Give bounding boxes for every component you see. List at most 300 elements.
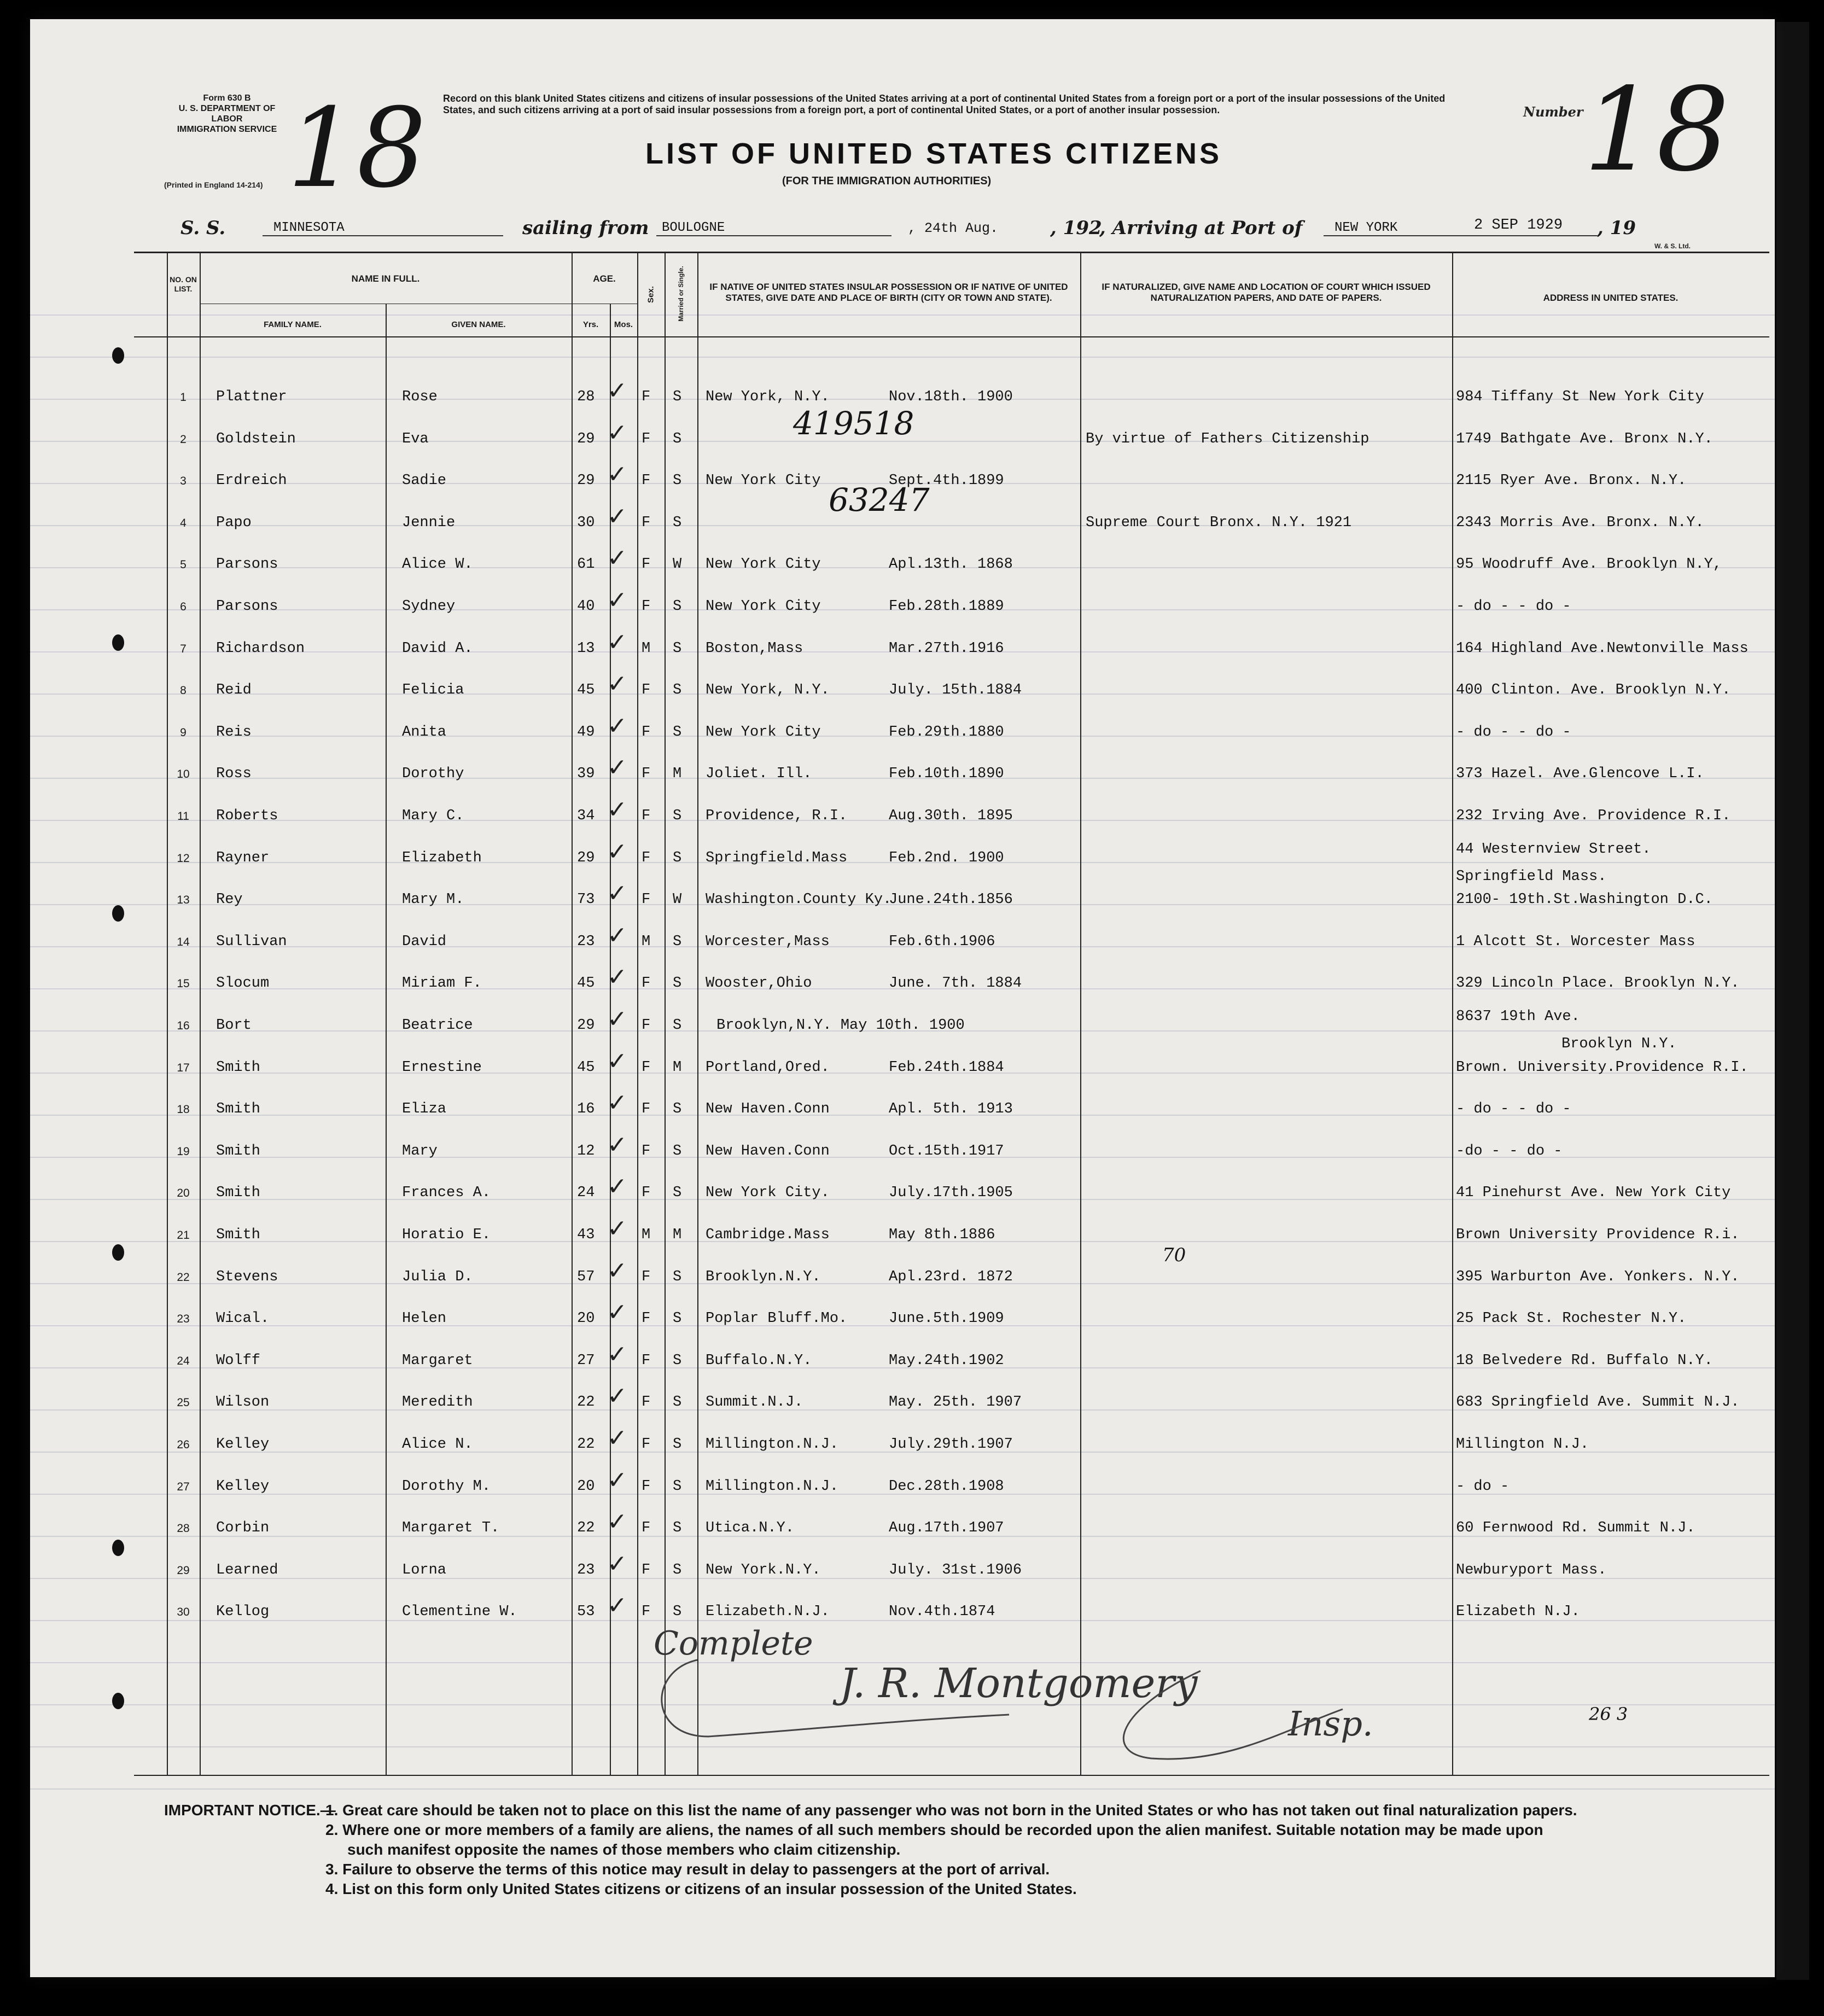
birth-place: Providence, R.I. [706,808,848,824]
given-name: Meredith [402,1394,473,1411]
given-name: Mary M. [402,892,464,908]
birth-place: Worcester,Mass [706,934,830,950]
birth-date: Nov.18th. 1900 [889,389,1013,405]
given-name: Julia D. [402,1269,473,1285]
family-name: Rey [216,892,243,908]
birth-date: May 8th.1886 [889,1227,995,1243]
marital-status: S [673,473,682,489]
check-mark-icon: ✓ [607,419,627,446]
family-name: Parsons [216,556,278,573]
birth-place: New Haven.Conn [706,1101,830,1117]
sex: F [642,515,651,531]
marital-status: S [673,1143,682,1160]
row-number: 29 [177,1564,190,1577]
address: 329 Lincoln Place. Brooklyn N.Y. [1456,975,1740,992]
address: Brown. University.Providence R.I. [1456,1059,1749,1076]
manifest-page [30,19,1775,1977]
check-mark-icon: ✓ [607,1132,627,1158]
notice-1: 1. Great care should be taken not to place on this list the name of any passenger who was not born in the United States or who has not taken out final naturalization papers. [325,1802,1577,1819]
family-name: Wolff [216,1353,261,1369]
age-years: 29 [577,1017,595,1034]
birth-date: June.24th.1856 [889,892,1013,908]
age-years: 24 [577,1185,595,1201]
birth-date: Feb.6th.1906 [889,934,995,950]
given-name: Beatrice [402,1017,473,1034]
given-name: Margaret T. [402,1520,500,1536]
row-number: 19 [177,1145,190,1158]
sex: F [642,1353,651,1369]
instruction-text: Record on this blank United States citizens and citizens of insular possessions of the United States arriving at a port of continental United States from a foreign port or a port of the insular possessions of the United States, and such citizens arriving at a port of said insular possessions from a foreign port, a port of continental United States, or a port of another insular possession. [443,93,1446,115]
birth-date: May.24th.1902 [889,1353,1004,1369]
marital-status: S [673,515,682,531]
birth-date: Oct.15th.1917 [889,1143,1004,1160]
marital-status: S [673,1269,682,1285]
row-number: 5 [180,558,187,571]
family-name: Smith [216,1227,261,1243]
age-years: 28 [577,389,595,405]
notice-2: 2. Where one or more members of a family are aliens, the names of all such members should be recorded upon the alien manifest. Suitable notation may be made upon [325,1821,1543,1838]
col-header-birth: IF NATIVE OF UNITED STATES INSULAR POSSESSION OR IF NATIVE OF UNITED STATES, GIVE DATE AND PLACE OF BIRTH (CITY OR TOWN AND STATE). [709,282,1068,303]
sex: F [642,1604,651,1620]
punch-hole [112,1540,124,1556]
address: 683 Springfield Ave. Summit N.J. [1456,1394,1740,1411]
marital-status: S [673,1562,682,1578]
address: 41 Pinehurst Ave. New York City [1456,1185,1731,1201]
given-name: Mary C. [402,808,464,824]
birth-date: Mar.27th.1916 [889,640,1004,657]
birth-date: July.29th.1907 [889,1436,1013,1453]
sex: F [642,682,651,698]
sex: F [642,556,651,573]
birth-date: Aug.17th.1907 [889,1520,1004,1536]
age-years: 49 [577,724,595,741]
birth-place: Washington.County Ky. [706,892,892,908]
marital-status: S [673,389,682,405]
birth-date: Feb.10th.1890 [889,766,1004,782]
row-number: 2 [180,433,187,446]
row-number: 23 [177,1313,190,1325]
page-subtitle: (FOR THE IMMIGRATION AUTHORITIES) [782,175,992,187]
given-name: Eliza [402,1101,447,1117]
punch-hole [112,634,124,651]
address: 373 Hazel. Ave.Glencove L.I. [1456,766,1704,782]
sex: F [642,850,651,866]
birth-date: Feb.28th.1889 [889,598,1004,615]
row-number: 13 [177,894,190,906]
address: 95 Woodruff Ave. Brooklyn N.Y, [1456,556,1722,573]
col-header-family: FAMILY NAME. [264,320,322,329]
given-name: David A. [402,640,473,657]
row-number: 17 [177,1062,190,1074]
address: 984 Tiffany St New York City [1456,389,1704,405]
given-name: Jennie [402,515,456,531]
birth-place: Brooklyn,N.Y. May 10th. 1900 [716,1017,965,1034]
address: Millington N.J. [1456,1436,1589,1453]
handwritten-number-right: 18 [1583,63,1730,197]
col-header-naturalization: IF NATURALIZED, GIVE NAME AND LOCATION OF COURT WHICH ISSUED NATURALIZATION PAPERS, AND DATE OF PAPERS. [1102,282,1431,303]
row-number: 18 [177,1103,190,1116]
sex: F [642,1310,651,1327]
age-years: 73 [577,892,595,908]
family-name: Erdreich [216,473,287,489]
birth-place: Millington.N.J. [706,1436,839,1453]
check-mark-icon: ✓ [607,1257,627,1284]
row-number: 14 [177,936,190,948]
age-years: 43 [577,1227,595,1243]
age-years: 45 [577,682,595,698]
family-name: Smith [216,1185,261,1201]
marital-status: S [673,431,682,447]
col-header-no: NO. ON LIST. [170,275,197,293]
row-number: 20 [177,1187,190,1199]
sex: F [642,1101,651,1117]
address: 164 Highland Ave.Newtonville Mass [1456,640,1749,657]
birth-place: Boston,Mass [706,640,803,657]
family-name: Ross [216,766,252,782]
check-mark-icon: ✓ [607,1215,627,1242]
row-number: 21 [177,1229,190,1242]
naturalization: By virtue of Fathers Citizenship [1086,431,1370,447]
punch-hole [112,905,124,922]
age-years: 27 [577,1353,595,1369]
row-number: 1 [180,391,187,404]
birth-place: New York, N.Y. [706,682,830,698]
sex: F [642,724,651,741]
birth-place: Elizabeth.N.J. [706,1604,830,1620]
page-title: LIST OF UNITED STATES CITIZENS [645,137,1222,170]
family-name: Smith [216,1101,261,1117]
marital-status: S [673,808,682,824]
handwritten-complete: Complete [654,1624,813,1663]
col-header-sex: Sex. [646,286,656,303]
birth-date: July. 31st.1906 [889,1562,1022,1578]
birth-place: Wooster,Ohio [706,975,812,992]
age-years: 12 [577,1143,595,1160]
check-mark-icon: ✓ [607,545,627,572]
sex: M [642,1227,651,1243]
sex: F [642,1059,651,1076]
age-years: 34 [577,808,595,824]
sex: F [642,598,651,615]
check-mark-icon: ✓ [607,754,627,781]
notice-4: 4. List on this form only United States citizens or citizens of an insular possession of the United States. [325,1880,1077,1897]
marital-status: S [673,682,682,698]
inspector-signature: J. R. Montgomery [840,1660,1198,1707]
sex: F [642,1562,651,1578]
check-mark-icon: ✓ [607,629,627,656]
age-years: 30 [577,515,595,531]
age-years: 23 [577,1562,595,1578]
birth-place: Brooklyn.N.Y. [706,1269,821,1285]
check-mark-icon: ✓ [607,922,627,949]
family-name: Richardson [216,640,305,657]
given-name: Helen [402,1310,447,1327]
family-name: Smith [216,1143,261,1160]
sex: F [642,1269,651,1285]
marital-status: M [673,766,682,782]
sex: F [642,473,651,489]
marital-status: W [673,556,682,573]
given-name: Horatio E. [402,1227,491,1243]
given-name: Felicia [402,682,464,698]
notice-3: 3. Failure to observe the terms of this notice may result in delay to passengers at the port of arrival. [325,1861,1050,1878]
punch-hole [112,1244,124,1261]
check-mark-icon: ✓ [607,1341,627,1368]
punch-hole [112,1693,124,1709]
family-name: Plattner [216,389,287,405]
family-name: Slocum [216,975,270,992]
family-name: Wical. [216,1310,270,1327]
age-years: 16 [577,1101,595,1117]
birth-date: July. 15th.1884 [889,682,1022,698]
handwritten-number-left: 18 [287,85,427,212]
given-name: Alice N. [402,1436,473,1453]
age-years: 29 [577,850,595,866]
sex: F [642,975,651,992]
row-number: 27 [177,1481,190,1493]
given-name: David [402,934,447,950]
birth-place: Poplar Bluff.Mo. [706,1310,848,1327]
row-number: 12 [177,852,190,865]
marital-status: S [673,850,682,866]
signature-flourish [626,1649,1501,1791]
handwritten-note-row22: 70 [1162,1244,1186,1266]
birth-date: Dec.28th.1908 [889,1478,1004,1495]
birth-place: New York City [706,598,821,615]
row-number: 6 [180,601,187,613]
form-number: Form 630 B U. S. DEPARTMENT OF LABOR IMMIGRATION SERVICE [177,94,277,134]
address: 18 Belvedere Rd. Buffalo N.Y. [1456,1353,1713,1369]
family-name: Reis [216,724,252,741]
marital-status: M [673,1059,682,1076]
given-name: Eva [402,431,429,447]
row-number: 25 [177,1396,190,1409]
sex: F [642,1185,651,1201]
age-years: 22 [577,1436,595,1453]
age-years: 29 [577,473,595,489]
given-name: Clementine W. [402,1604,517,1620]
col-header-age: AGE. [593,273,616,284]
address: 2343 Morris Ave. Bronx. N.Y. [1456,515,1704,531]
birth-date: June.5th.1909 [889,1310,1004,1327]
address: 60 Fernwood Rd. Summit N.J. [1456,1520,1695,1536]
notice-2b: such manifest opposite the names of those members who claim citizenship. [347,1841,901,1858]
col-header-given: GIVEN NAME. [451,320,506,329]
row-number: 7 [180,643,187,655]
birth-date: June. 7th. 1884 [889,975,1022,992]
family-name: Stevens [216,1269,278,1285]
birth-place: Buffalo.N.Y. [706,1353,812,1369]
given-name: Margaret [402,1353,473,1369]
family-name: Bort [216,1017,252,1034]
sex: F [642,766,651,782]
family-name: Papo [216,515,252,531]
row-number: 30 [177,1606,190,1618]
wsltd-mark: W. & S. Ltd. [1654,242,1691,250]
sex: F [642,1394,651,1411]
marital-status: S [673,975,682,992]
check-mark-icon: ✓ [607,377,627,404]
row-number: 8 [180,684,187,697]
check-mark-icon: ✓ [607,796,627,823]
check-mark-icon: ✓ [607,1089,627,1116]
check-mark-icon: ✓ [607,1467,627,1494]
address-line-2: Springfield Mass. [1456,869,1607,885]
family-name: Sullivan [216,934,287,950]
family-name: Reid [216,682,252,698]
address: 1 Alcott St. Worcester Mass [1456,934,1695,950]
birth-place: New York, N.Y. [706,389,830,405]
age-years: 29 [577,431,595,447]
check-mark-icon: ✓ [607,1006,627,1033]
birth-place: Joliet. Ill. [706,766,812,782]
col-header-name: NAME IN FULL. [351,273,420,284]
given-name: Dorothy [402,766,464,782]
age-years: 20 [577,1478,595,1495]
birth-date: May. 25th. 1907 [889,1394,1022,1411]
check-mark-icon: ✓ [607,671,627,697]
marital-status: W [673,892,682,908]
birth-date: Feb.2nd. 1900 [889,850,1004,866]
check-mark-icon: ✓ [607,1173,627,1200]
marital-status: S [673,1394,682,1411]
marital-status: S [673,1604,682,1620]
address: 8637 19th Ave. [1456,1009,1580,1025]
age-years: 40 [577,598,595,615]
marital-status: S [673,1353,682,1369]
birth-date: Nov.4th.1874 [889,1604,995,1620]
check-mark-icon: ✓ [607,1383,627,1409]
family-name: Roberts [216,808,278,824]
family-name: Smith [216,1059,261,1076]
given-name: Miriam F. [402,975,482,992]
sex: F [642,808,651,824]
birth-place: Utica.N.Y. [706,1520,795,1536]
given-name: Sadie [402,473,447,489]
col-header-yrs: Yrs. [582,320,599,329]
given-name: Sydney [402,598,456,615]
family-name: Wilson [216,1394,270,1411]
marital-status: S [673,1478,682,1495]
sex: F [642,389,651,405]
check-mark-icon: ✓ [607,838,627,865]
check-mark-icon: ✓ [607,964,627,990]
address: - do - [1456,1478,1510,1495]
given-name: Rose [402,389,438,405]
family-name: Rayner [216,850,270,866]
row-number: 11 [177,810,189,823]
address: -do - - do - [1456,1143,1563,1160]
punch-hole [112,347,124,364]
marital-status: S [673,1520,682,1536]
birth-date: July.17th.1905 [889,1185,1013,1201]
birth-date: Apl.23rd. 1872 [889,1269,1013,1285]
row-number: 4 [180,517,187,529]
number-label: Number [1523,104,1583,120]
birth-place: Cambridge.Mass [706,1227,830,1243]
notice-heading: IMPORTANT NOTICE.— [164,1802,336,1819]
birth-place: New York City. [706,1185,830,1201]
sex: M [642,640,651,657]
sex: F [642,1478,651,1495]
age-years: 45 [577,1059,595,1076]
col-header-married: Married or Single. [677,266,685,322]
birth-date: Apl. 5th. 1913 [889,1101,1013,1117]
voyage-line: S. S. MINNESOTA sailing from BOULOGNE , 24th Aug. , 192 , Arriving at Port of NEW YORK 2 SEP 1929 , 19 [180,217,1636,239]
family-name: Goldstein [216,431,296,447]
given-name: Ernestine [402,1059,482,1076]
age-years: 20 [577,1310,595,1327]
address: - do - - do - [1456,598,1571,615]
birth-place: New York City [706,724,821,741]
check-mark-icon: ✓ [607,1048,627,1075]
row-number: 10 [177,768,190,780]
given-name: Mary [402,1143,438,1160]
marital-status: M [673,1227,682,1243]
row-number: 9 [180,726,187,739]
col-header-address: ADDRESS IN UNITED STATES. [1543,293,1679,303]
family-name: Corbin [216,1520,270,1536]
page-count-note: 26 3 [1589,1704,1628,1724]
address: 1749 Bathgate Ave. Bronx N.Y. [1456,431,1713,447]
marital-status: S [673,1101,682,1117]
sex: F [642,1436,651,1453]
marital-status: S [673,1436,682,1453]
sex: F [642,1520,651,1536]
address: Newburyport Mass. [1456,1562,1607,1578]
marital-status: S [673,1185,682,1201]
row-number: 28 [177,1522,190,1535]
given-name: Lorna [402,1562,447,1578]
birth-date: Aug.30th. 1895 [889,808,1013,824]
address: Elizabeth N.J. [1456,1604,1580,1620]
marital-status: S [673,1310,682,1327]
row-number: 3 [180,475,187,487]
col-header-mos: Mos. [614,320,633,329]
sex: F [642,1143,651,1160]
marital-status: S [673,640,682,657]
address: 395 Warburton Ave. Yonkers. N.Y. [1456,1269,1740,1285]
birth-place: Millington.N.J. [706,1478,839,1495]
age-years: 13 [577,640,595,657]
check-mark-icon: ✓ [607,880,627,907]
birth-place: New York.N.Y. [706,1562,821,1578]
address: 2100- 19th.St.Washington D.C. [1456,892,1713,908]
address: 232 Irving Ave. Providence R.I. [1456,808,1731,824]
check-mark-icon: ✓ [607,503,627,530]
marital-status: S [673,1017,682,1034]
row-number: 16 [177,1019,190,1032]
birth-date: Sept.4th.1899 [889,473,1004,489]
family-name: Kelley [216,1478,270,1495]
row-number: 15 [177,977,190,990]
age-years: 23 [577,934,595,950]
birth-date: Feb.29th.1880 [889,724,1004,741]
given-name: Alice W. [402,556,473,573]
given-name: Anita [402,724,447,741]
handwritten-note-row4: 63247 [829,481,930,518]
scan-edge [1776,22,1809,1980]
sex: F [642,431,651,447]
naturalization: Supreme Court Bronx. N.Y. 1921 [1086,515,1352,531]
family-name: Kelley [216,1436,270,1453]
birth-date: Apl.13th. 1868 [889,556,1013,573]
birth-date: Feb.24th.1884 [889,1059,1004,1076]
sex: M [642,934,651,950]
check-mark-icon: ✓ [607,1299,627,1326]
family-name: Parsons [216,598,278,615]
printed-note: (Printed in England 14-214) [164,180,263,189]
